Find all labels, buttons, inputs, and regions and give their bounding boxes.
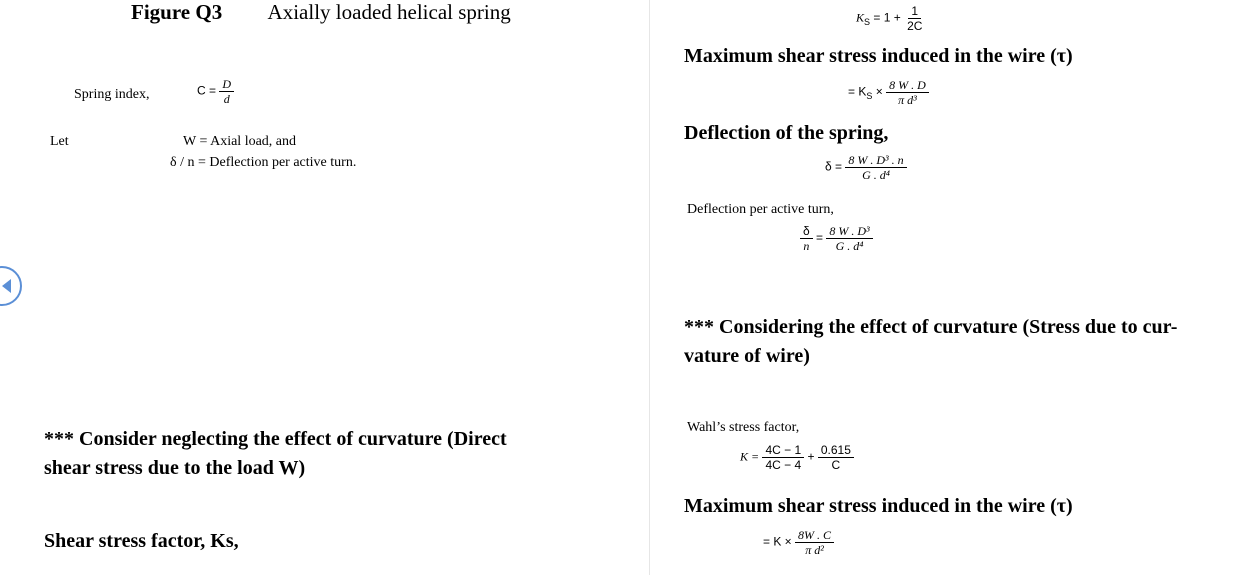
wahl-plus: + [807,449,815,464]
spring-index-lhs: C = [197,83,217,98]
heading-neglect-curvature-line1: *** Consider neglecting the effect of curvature (Direct [44,428,507,450]
definition-w: W = Axial load, and [183,134,297,149]
tau2-formula [763,528,834,557]
delta-numerator: 8 W . D³ . n [845,153,906,168]
wahl-numerator-1: 4C − 1 [762,443,804,458]
tau2-numerator: 8W . C [795,528,834,543]
wahl-numerator-2: 0.615 [818,443,854,458]
spring-index-denominator: d [223,92,230,106]
heading-neglect-curvature-line2: shear stress due to the load W) [44,457,306,479]
figure-label: Figure Q3 [131,0,223,24]
figure-caption: Axially loaded helical spring [267,0,511,24]
shear-stress-factor-label: Shear stress factor, Ks, [44,530,239,552]
figure-title [131,0,511,25]
wahl-lhs: K = [740,449,760,464]
ks-equals: = 1 + [873,10,901,25]
heading-max-shear-2: Maximum shear stress induced in the wire (τ) [684,495,1073,517]
heading-deflection: Deflection of the spring, [684,122,889,144]
ks-formula [856,4,925,33]
per-turn-lhs-numerator: δ [800,224,813,239]
tau1-times: × [875,84,883,99]
ks-subscript: S [864,17,871,28]
tau2-lhs: = K × [763,534,792,549]
heading-curvature-line1: *** Considering the effect of curvature (Stress due to cur- [684,316,1178,338]
delta-formula [825,153,907,182]
heading-curvature-line2: vature of wire) [684,345,810,367]
tau1-numerator: 8 W . D [886,78,929,93]
tau2-denominator: π d² [805,543,824,557]
ks-lhs: K [856,10,865,25]
spring-index-numerator: D [219,77,234,92]
ks-denominator: 2C [907,19,923,33]
per-turn-equals: = [816,230,824,245]
tau1-subscript: S [866,91,873,102]
wahl-label: Wahl’s stress factor, [687,420,800,435]
tau1-formula [848,78,929,107]
delta-lhs: δ = [825,159,843,174]
per-turn-numerator: 8 W . D³ [826,224,872,239]
wahl-denominator-1: 4C − 4 [765,458,802,472]
per-turn-denominator: G . d⁴ [835,239,864,253]
definition-delta: δ / n = Deflection per active turn. [170,155,357,170]
heading-max-shear-1: Maximum shear stress induced in the wire (τ) [684,45,1073,67]
let-label: Let [50,134,69,149]
previous-page-button[interactable] [0,266,22,306]
wahl-denominator-2: C [831,458,841,472]
spring-index-formula [197,77,234,106]
tau1-lhs: = K [848,84,867,99]
column-divider [649,0,650,575]
per-turn-formula [800,224,873,253]
spring-index-label: Spring index, [74,87,150,102]
per-turn-lhs-denominator: n [803,239,810,253]
tau1-denominator: π d³ [898,93,917,107]
wahl-formula [740,443,854,472]
ks-numerator: 1 [908,4,921,19]
arrow-left-icon [2,279,11,293]
delta-denominator: G . d⁴ [862,168,890,182]
per-turn-label: Deflection per active turn, [687,202,834,217]
